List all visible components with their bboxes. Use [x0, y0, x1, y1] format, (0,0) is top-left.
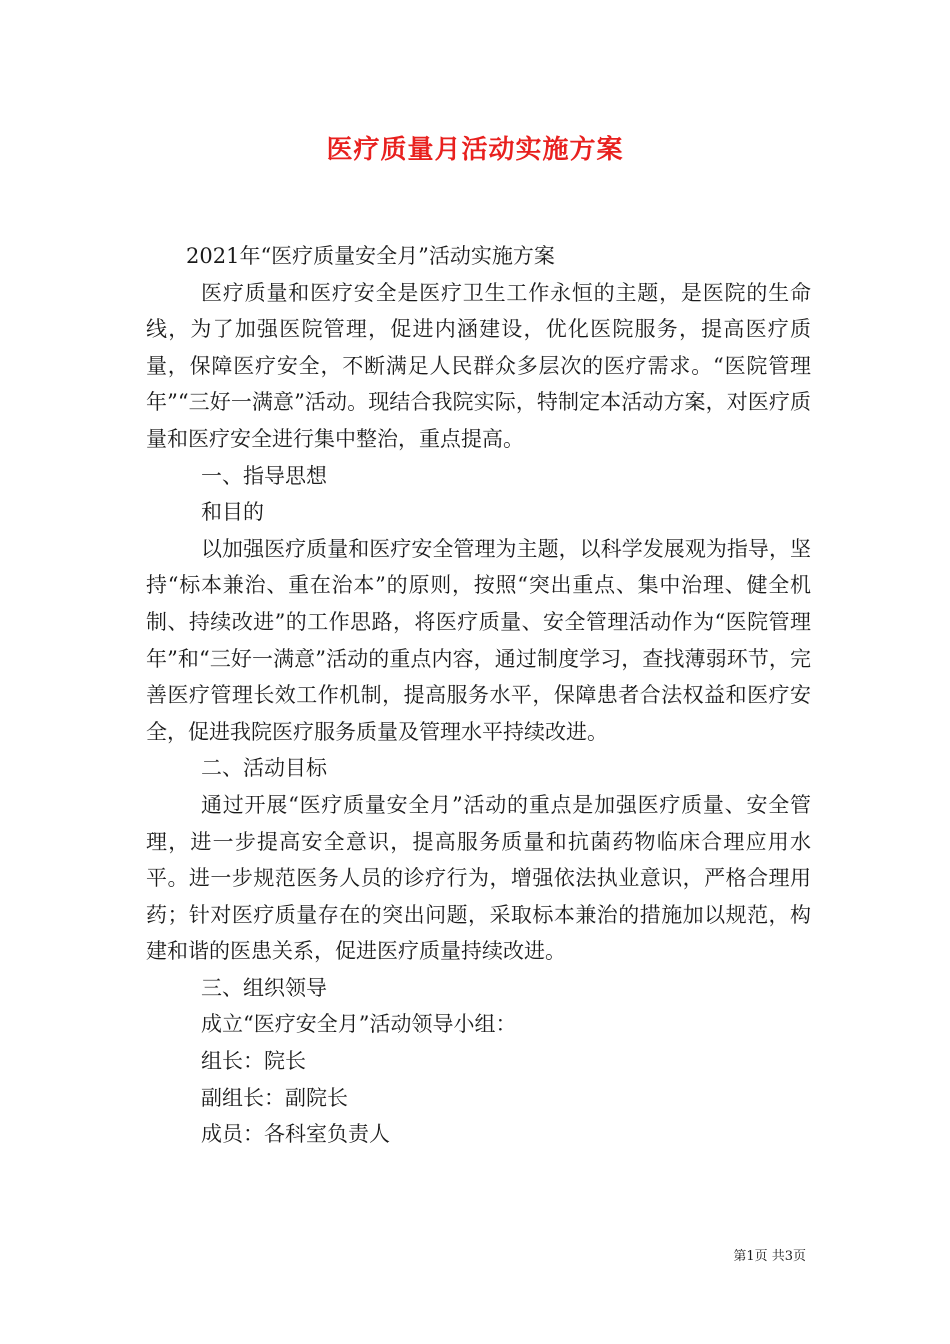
paragraph-guiding-ideology: 以加强医疗质量和医疗安全管理为主题，以科学发展观为指导，坚持“标本兼治、重在治本”的原则，按照“突出重点、集中治理、健全机制、持续改进”的工作思路，将医疗质量、安全管理活动作为“医院管理年”和“三好一满意”活动的重点内容，通过制度学习，查找薄弱环节，完善医疗管理长效工作机制，提高服务水平，保障患者合法权益和医疗安全，促进我院医疗服务质量及管理水平持续改进。	[146, 536, 811, 744]
paragraph-members: 成员：各科室负责人	[201, 1122, 390, 1147]
paragraph-intro: 医疗质量和医疗安全是医疗卫生工作永恒的主题，是医院的生命线，为了加强医院管理，促进内涵建设，优化医院服务，提高医疗质量，保障医疗安全，不断满足人民群众多层次的医疗需求。“医院管理年”“三好一满意”活动。现结合我院实际，特制定本活动方案，对医疗质量和医疗安全进行集中整治，重点提高。	[146, 280, 811, 451]
document-title: 医疗质量月活动实施方案	[326, 135, 624, 165]
paragraph-activity-goals: 通过开展“医疗质量安全月”活动的重点是加强医疗质量、安全管理，进一步提高安全意识，提高服务质量和抗菌药物临床合理应用水平。进一步规范医务人员的诊疗行为，增强依法执业意识，严格合理用药；针对医疗质量存在的突出问题，采取标本兼治的措施加以规范，构建和谐的医患关系，促进医疗质量持续改进。	[146, 792, 811, 964]
paragraph-deputy-leader: 副组长：副院长	[201, 1085, 348, 1110]
document-body	[146, 238, 811, 1153]
heading-organization: 三、组织领导	[201, 975, 327, 1000]
paragraph-group-leader: 组长：院长	[201, 1049, 306, 1074]
paragraph-leading-group: 成立“医疗安全月”活动领导小组：	[201, 1012, 517, 1037]
heading-activity-goals: 二、活动目标	[201, 756, 327, 781]
paragraph-subtitle: 2021年“医疗质量安全月”活动实施方案	[186, 244, 555, 268]
heading-guiding-ideology: 一、指导思想	[201, 463, 327, 488]
page-number: 第1页 共3页	[733, 1249, 806, 1264]
heading-purpose: 和目的	[201, 500, 264, 525]
